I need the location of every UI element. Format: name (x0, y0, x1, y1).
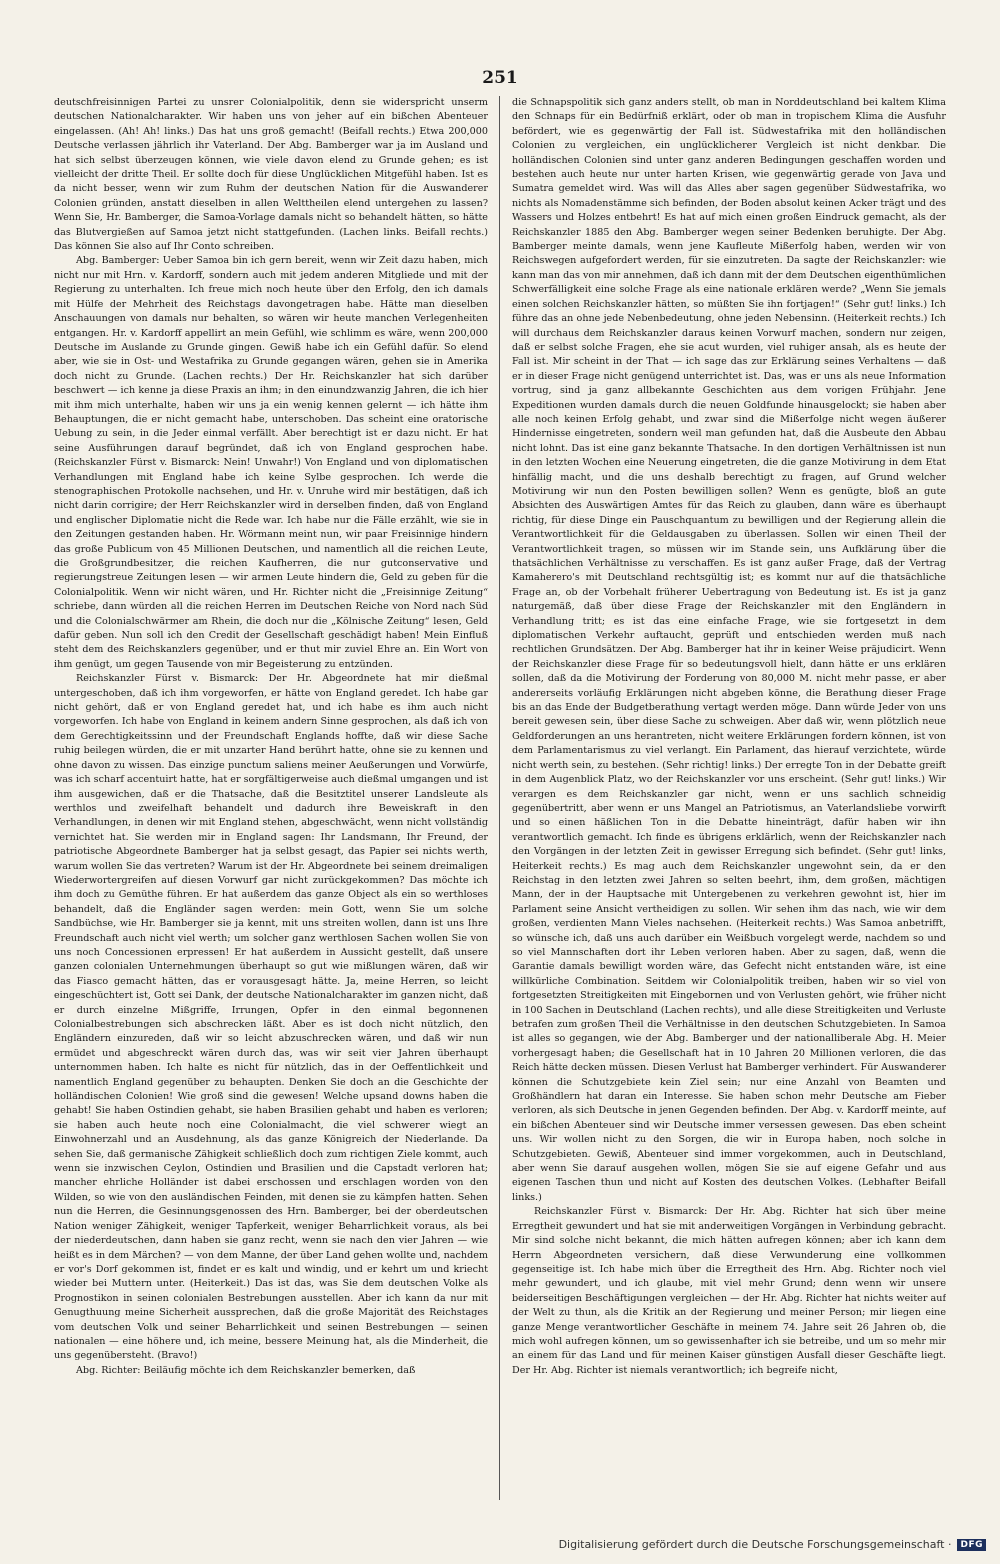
column-divider (499, 96, 500, 1500)
dfg-logo: DFG (957, 1539, 986, 1551)
footer-text: Digitalisierung gefördert durch die Deutsche Forschungsgemeinschaft · (558, 1538, 952, 1551)
paragraph: Reichskanzler Fürst v. Bismarck: Der Hr. Abg. Richter hat sich über meine Erregtheit gewundert und hat sie mit anderweitigen Vorgängen in Verbindung gebracht. Mir sind solche nicht bekannt, die mich hätten aufregen können; aber ich kann dem Herrn Abgeordneten versichern, daß diese Verwunderung eine vollkommen gegenseitige ist. Ich habe mich über die Erregtheit des Hrn. Abg. Richter noch viel mehr gewundert, und ich glaube, mit viel mehr Grund; denn wenn wir unsere beiderseitigen Beschäftigungen vergleichen — der Hr. Abg. Richter hat nichts weiter auf der Welt zu thun, als die Kritik an der Regierung und meiner Person; mir liegen eine ganze Menge verantwortlicher Geschäfte in meinem 74. Jahre seit 26 Jahren ob, die mich wohl aufregen können, um so gewissenhafter ich sie betreibe, und um so mehr mir an einem für das Land und für meinen Kaiser günstigen Ausfall dieser Geschäfte liegt. Der Hr. Abg. Richter ist niemals verantwortlich; ich begreife nicht, (512, 1206, 946, 1376)
paragraph: Abg. Bamberger: Ueber Samoa bin ich gern bereit, wenn wir Zeit dazu haben, mich nicht nur mit Hrn. v. Kardorff, sondern auch mit jedem anderen Mitgliede und mit der Regierung zu unterhalten. Ich freue mich noch heute über den Erfolg, den ich damals mit Hülfe der Mehrheit des Reichstags davongetragen habe. Hätte man dieselben Anschauungen von damals nur behalten, so wären wir heute manchen Verlegenheiten entgangen. Hr. v. Kardorff appellirt an mein Gefühl, wie schlimm es wäre, wenn 200,000 Deutsche im Auslande zu Grunde gingen. Gewiß habe ich ein Gefühl dafür. So elend aber, wie sie in Ost- und Westafrika zu Grunde gegangen wären, gehen sie in Amerika doch nicht zu Grunde. (Lachen rechts.) Der Hr. Reichskanzler hat sich darüber beschwert — ich kenne ja diese Praxis an ihm; in den einundzwanzig Jahren, die ich hier mit ihm mich unterhalte, haben wir uns ja ein wenig kennen gelernt — ich hätte ihm Behauptungen, die er nicht gemacht habe, unterschoben. Das scheint eine oratorische Uebung zu sein, in die Jeder einmal verfällt. Aber berechtigt ist er dazu nicht. Er hat seine Ausführungen darauf begründet, daß ich von England gesprochen habe. (Reichskanzler Fürst v. Bismarck: Nein! Unwahr!) Von England und von diplomatischen Verhandlungen mit England habe ich keine Sylbe gesprochen. Ich werde die stenographischen Protokolle nachsehen, und Hr. v. Unruhe wird mir bestätigen, daß ich nicht darin corrigire; der Herr Reichskanzler wird in derselben finden, daß von England und englischer Diplomatie nicht die Rede war. Ich habe nur die Fälle erzählt, wie sie in den Zeitungen gestanden haben. Hr. Wörmann meint nun, wir paar Freisinnige hindern das große Publicum von 45 Millionen Deutschen, und namentlich all die reichen Leute, die Großgrundbesitzer, die reichen Kaufherren, die nur gutconservative und regierungstreue Zeitungen lesen — wir armen Leute hindern die, Geld zu geben für die Colonialpolitik. Wenn wir nicht wären, und Hr. Richter nicht die „Freisinnige Zeitung“ schriebe, dann würden all die reichen Herren im Deutschen Reiche von Nord nach Süd und die Colonialschwärmer am Rhein, die doch nur die „Kölnische Zeitung“ lesen, Geld dafür geben. Nun soll ich den Credit der Gesellschaft geschädigt haben! Mein Einfluß steht dem des Reichskanzlers gegenüber, und er thut mir zuviel Ehre an. Ein Wort von ihm genügt, um gegen Tausende von mir Begeisterung zu entzünden. (54, 255, 488, 670)
paragraph: die Schnapspolitik sich ganz anders stellt, ob man in Norddeutschland bei kaltem Klima den Schnaps für ein Bedürfniß erklärt, oder ob man in tropischem Klima die Ausfuhr befördert, wie es gegenwärtig der Fall ist. Südwestafrika mit den holländischen Colonien zu vergleichen, ein unglücklicherer Vergleich ist nicht denkbar. Die holländischen Colonien sind unter ganz anderen Bedingungen geschaffen worden und bestehen auch heute nur unter harten Krisen, wie gegenwärtig gerade von Java und Sumatra gemeldet wird. Was will das Alles aber sagen gegenüber Südwestafrika, wo nichts als Nomadenstämme sich befinden, der Boden absolut keinen Acker trägt und des Wassers und Holzes entbehrt! Es hat auf mich einen großen Eindruck gemacht, als der Reichskanzler 1885 den Abg. Bamberger wegen seiner Bedenken beruhigte. Der Abg. Bamberger meinte damals, wenn jene Kaufleute Mißerfolg haben, werden wir von Reichswegen aufgefordert werden, für sie einzutreten. Da sagte der Reichskanzler: wie kann man das von mir annehmen, daß ich dann mit der dem Deutschen eigenthümlichen Schwerfälligkeit eine solche Frage als eine nationale erklären werde? „Wenn Sie jemals einen solchen Reichskanzler hätten, so müßten Sie ihn fortjagen!“ (Sehr gut! links.) Ich führe das an ohne jede Nebenbedeutung, ohne jeden Nebensinn. (Heiterkeit rechts.) Ich will durchaus dem Reichskanzler daraus keinen Vorwurf machen, sondern nur zeigen, daß er selbst solche Fragen, ehe sie acut wurden, viel ruhiger ansah, als es heute der Fall ist. Mir scheint in der That — ich sage das zur Erklärung seines Verhaltens — daß er in dieser Frage nicht genügend unterrichtet ist. Das, was er uns als neue Information vortrug, sind ja ganz allbekannte Geschichten aus dem vorigen Frühjahr. Jene Expeditionen wurden damals durch die neuen Goldfunde hinausgelockt; sie haben aber alle noch keinen Erfolg gehabt, und zwar sind die Mißerfolge nicht wegen äußerer Hindernisse eingetreten, sondern weil man gefunden hat, daß die Ausbeute den Abbau nicht lohnt. Das ist eine ganz bekannte Thatsache. In den dortigen Verhältnissen ist nun in den letzten Wochen eine Neuerung eingetreten, die die ganze Motivirung in dem Etat hinfällig macht, und die uns deshalb berechtigt zu fragen, auf Grund welcher Motivirung wir nun den Posten bewilligen sollen? Wenn es genügte, bloß an gute Absichten des Auswärtigen Amtes für das Reich zu glauben, dann wäre es überhaupt richtig, für diese Dinge ein Pauschquantum zu bewilligen und der Regierung allein die Verantwortlichkeit für die Geldausgaben zu überlassen. Sollen wir einen Theil der Verantwortlichkeit tragen, so müssen wir im Stande sein, uns Aufklärung über die thatsächlichen Verhältnisse zu verschaffen. Es ist ganz außer Frage, daß der Vertrag Kamaherero's mit Deutschland rechtsgültig ist; es kommt nur auf die thatsächliche Frage an, ob der Vorbehalt früherer Uebertragung von Bedeutung ist. Es ist ja ganz naturgemäß, daß über diese Frage der Reichskanzler mit den Engländern in Verhandlung tritt; es ist das eine einfache Frage, wie sie fortgesetzt in dem diplomatischen Verkehr auftaucht, geprüft und entschieden werden muß nach rechtlichen Grundsätzen. Der Abg. Bamberger hat ihr in keiner Weise präjudicirt. Wenn der Reichskanzler diese Frage für so bedeutungsvoll hielt, dann hätte er uns erklären sollen, daß da die Motivirung der Forderung von 80,000 M. nicht mehr passe, er aber andererseits vorläufig Erklärungen nicht abgeben könne, die Berathung dieser Frage bis an das Ende der Budgetberathung vertagt werden möge. Dann würde Jeder von uns bereit gewesen sein, über diese Sache zu schweigen. Aber daß wir, wenn plötzlich neue Geldforderungen an uns herantreten, nicht weitere Erklärungen fordern können, ist von dem Parlamentarismus zu viel verlangt. Ein Parlament, das hierauf verzichtete, würde nicht werth sein, zu bestehen. (Sehr richtig! links.) Der erregte Ton in der Debatte greift in dem Augenblick Platz, wo der Reichskanzler vor uns erscheint. (Sehr gut! links.) Wir verargen es dem Reichskanzler gar nicht, wenn er uns sachlich schneidig gegenübertritt, aber wenn er uns Mangel an Patriotismus, an Vaterlandsliebe vorwirft und so einen häßlichen Ton in die Debatte hineinträgt, dafür haben wir ihn verantwortlich gemacht. Ich finde es übrigens erklärlich, wenn der Reichskanzler nach den Vorgängen in der letzten Zeit in gewisser Erregung sich befindet. (Sehr gut! links, Heiterkeit rechts.) Es mag auch dem Reichskanzler ungewohnt sein, da er den Reichstag in den letzten zwei Jahren so selten beehrt, ihm, dem großen, mächtigen Mann, der in der Hauptsache mit Untergebenen zu verkehren gewohnt ist, hier im Parlament seine Ansicht vertheidigen zu sollen. Wir sehen ihm das nach, wie wir dem großen, verdienten Mann Vieles nachsehen. (Heiterkeit rechts.) Was Samoa anbetrifft, so wünsche ich, daß uns auch darüber ein Weißbuch vorgelegt werde, nachdem so und so viel Mannschaften dort ihr Leben verloren haben. Aber zu sagen, daß, wenn die Garantie damals bewilligt worden wäre, das Gefecht nicht entstanden wäre, ist eine willkürliche Combination. Seitdem wir Colonialpolitik treiben, haben wir so viel von fortgesetzten Streitigkeiten mit Eingebornen und von Verlusten gehört, wie früher nicht in 100 Sachen in Deutschland (Lachen rechts), und alle diese Streitigkeiten und Verluste betrafen zum großen Theil die Verhältnisse in den deutschen Schutzgebieten. In Samoa ist alles so gegangen, wie der Abg. Bamberger und der nationalliberale Abg. H. Meier vorhergesagt haben; die Gesellschaft hat in 10 Jahren 20 Millionen verloren, die das Reich hätte decken müssen. Diesen Verlust hat Bamberger verhindert. Für Auswanderer können die Schutzgebiete kein Ziel sein; nur eine Anzahl von Beamten und Großhändlern hat daran ein Interesse. Sie haben schon mehr Deutsche am Fieber verloren, als sich Deutsche in jenen Gegenden befinden. Der Abg. v. Kardorff meinte, auf ein bißchen Abenteuer sind wir Deutsche immer versessen gewesen. Das eben scheint uns. Wir wollen nicht zu den Sorgen, die wir in Europa haben, noch solche in Schutzgebieten. Gewiß, Abenteuer sind immer vorgekommen, auch in Deutschland, aber wenn Sie darauf ausgehen wollen, mögen Sie sie auf eigene Gefahr und aus eigenen Taschen thun und nicht auf Kosten des deutschen Volkes. (Lebhafter Beifall links.) (512, 97, 946, 1203)
left-column (54, 96, 488, 1500)
paragraph: Reichskanzler Fürst v. Bismarck: Der Hr. Abgeordnete hat mir dießmal untergeschoben, daß ich ihm vorgeworfen, er hätte von England geredet. Ich habe gar nicht gehört, daß er von England geredet hat, und ich habe es ihm auch nicht vorgeworfen. Ich habe von England in keinem andern Sinne gesprochen, als daß ich von dem Gerechtigkeitssinn und der Freundschaft Englands hoffte, daß wir diese Sache ruhig beilegen würden, die er mit unzarter Hand berührt hatte, ohne sie zu kennen und ohne davon zu wissen. Das einzige punctum saliens meiner Aeußerungen und Vorwürfe, was ich scharf accentuirt hatte, hat er sorgfältigerweise auch dießmal umgangen und ist ihm ausgewichen, daß er die Thatsache, daß die Besitztitel unserer Landsleute als werthlos und zweifelhaft behandelt und dadurch ihre Beweiskraft in den Verhandlungen, in denen wir mit England stehen, abgeschwächt, wenn nicht vollständig vernichtet hat. Sie werden mir in England sagen: Ihr Landsmann, Ihr Freund, der patriotische Abgeordnete Bamberger hat ja selbst gesagt, das Papier sei nichts werth, warum wollen Sie das vertreten? Warum ist der Hr. Abgeordnete bei seinem dreimaligen Wiederwortergreifen auf diesen Vorwurf gar nicht zurückgekommen? Das möchte ich ihm doch zu Gemüthe führen. Er hat außerdem das ganze Object als ein so werthloses behandelt, daß die Engländer sagen werden: mein Gott, wenn Sie um solche Sandbüchse, wie Hr. Bamberger sie ja kennt, mit uns streiten wollen, dann ist uns Ihre Freundschaft auch nicht viel werth; um solcher ganz werthlosen Sachen wollen Sie von uns noch Concessionen erpressen! Er hat außerdem in Aussicht gestellt, daß unsere ganzen colonialen Unternehmungen überhaupt so gut wie mißlungen wären, daß wir das Fiasco gemacht hätten, das er vorausgesagt hätte. Ja, meine Herren, so leicht eingeschüchtert ist, Gott sei Dank, der deutsche Nationalcharakter im ganzen nicht, daß er durch einzelne Mißgriffe, Irrungen, Opfer in den einmal begonnenen Colonialbestrebungen sich abschrecken läßt. Aber es ist doch nicht nützlich, den Engländern einzureden, daß wir so leicht abzuschrecken wären, und daß wir nun ermüdet und abgeschreckt wären durch das, was wir seit vier Jahren überhaupt unternommen haben. Ich halte es nicht für nützlich, das in der Oeffentlichkeit und namentlich England gegenüber zu behaupten. Denken Sie doch an die Geschichte der holländischen Colonien! Wie groß sind die gewesen! Welche upsand downs haben die gehabt! Sie haben Ostindien gehabt, sie haben Brasilien gehabt und haben es verloren; sie haben auch heute noch eine Colonialmacht, die viel schwerer wiegt an Einwohnerzahl und an Ausdehnung, als das ganze Königreich der Niederlande. Da sehen Sie, daß germanische Zähigkeit schließlich doch zum richtigen Ziele kommt, auch wenn sie inzwischen Ceylon, Ostindien und Brasilien und die Capstadt verloren hat; mancher ehrliche Holländer ist dabei erschossen und erschlagen worden von den Wilden, so wie von den ausländischen Feinden, mit denen sie zu kämpfen hatten. Sehen nun die Herren, die Gesinnungsgenossen des Hrn. Bamberger, bei der oberdeutschen Nation weniger Zähigkeit, weniger Tapferkeit, weniger Beharrlichkeit voraus, als bei der niederdeutschen, dann haben sie ganz recht, wenn sie nach den vier Jahren — wie heißt es in dem Märchen? — von dem Manne, der über Land gehen wollte und, nachdem er vor's Dorf gekommen ist, findet er es kalt und windig, und er kehrt um und kriecht wieder bei Muttern unter. (Heiterkeit.) Das ist das, was Sie dem deutschen Volke als Prognostikon in seinen colonialen Bestrebungen ausstellen. Aber ich kann da nur mit Genugthuung meine Sicherheit aussprechen, daß die große Majorität des Reichstages vom deutschen Volk und seiner Beharrlichkeit und seinen Bestrebungen — seinen nationalen — eine höhere und, ich meine, bessere Meinung hat, als die Minderheit, die uns gegenübersteht. (Bravo!) (54, 673, 488, 1362)
right-column (512, 96, 946, 1500)
digitization-footer (559, 1538, 986, 1551)
paragraph: deutschfreisinnigen Partei zu unsrer Colonialpolitik, denn sie widerspricht unserm deutschen Nationalcharakter. Wir haben uns von jeher auf ein bißchen Abenteuer eingelassen. (Ah! Ah! links.) Das hat uns groß gemacht! (Beifall rechts.) Etwa 200,000 Deutsche verlassen jährlich ihr Vaterland. Der Abg. Bamberger war ja im Ausland und hat sich selbst überzeugen können, wie viele davon elend zu Grunde gehen; es ist vielleicht der dritte Theil. Er sollte doch für diese Unglücklichen Mitgefühl haben. Ist es da nicht besser, wenn wir zum Ruhm der deutschen Nation für die Auswanderer Colonien gründen, anstatt dieselben in allen Welttheilen elend untergehen zu lassen? Wenn Sie, Hr. Bamberger, die Samoa-Vorlage damals nicht so behandelt hätten, so hätte das Blutvergießen auf Samoa jetzt nicht stattgefunden. (Lachen links. Beifall rechts.) Das können Sie also auf Ihr Conto schreiben. (54, 97, 488, 253)
page-number: 251 (482, 68, 518, 88)
paragraph: Abg. Richter: Beiläufig möchte ich dem Reichskanzler bemerken, daß (76, 1364, 416, 1376)
